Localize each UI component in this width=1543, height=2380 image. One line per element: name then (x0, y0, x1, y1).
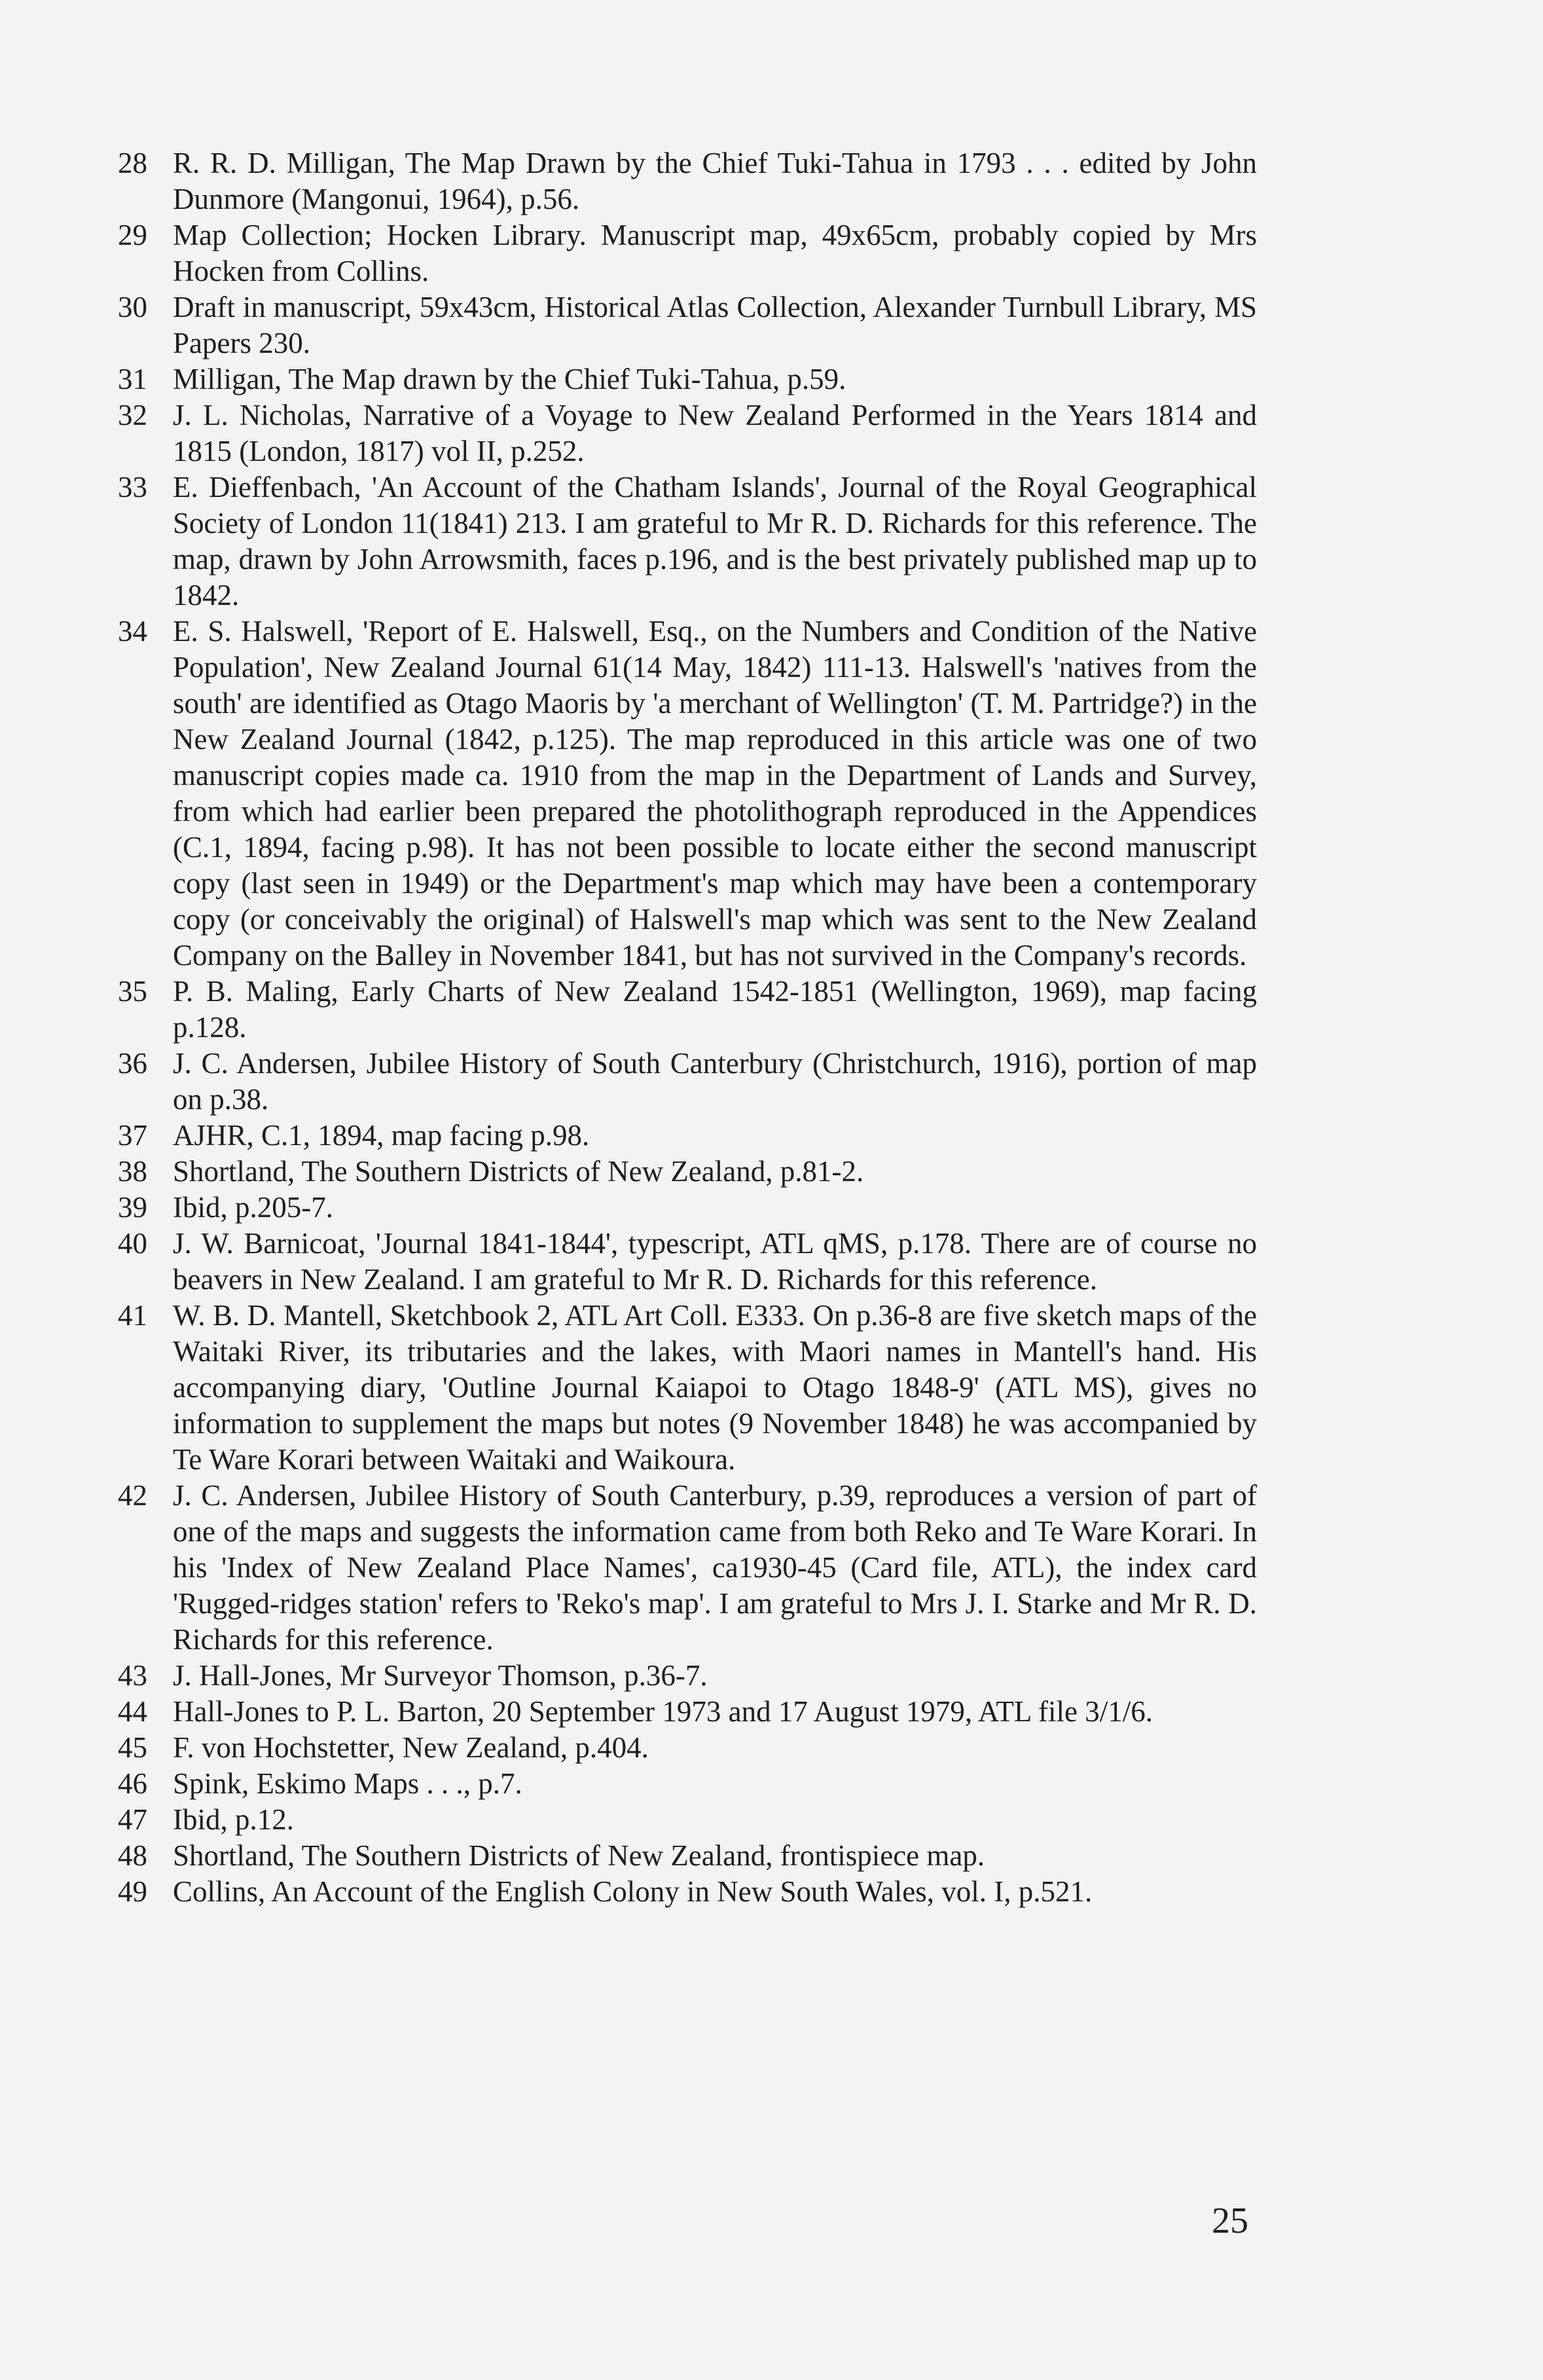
endnote-text: Map Collection; Hocken Library. Manuscript map, 49x65cm, probably copied by Mrs Hocken from Collins. (173, 219, 1257, 287)
endnotes-list (118, 145, 1257, 1910)
endnote (118, 1766, 1257, 1802)
endnote-number: 38 (118, 1155, 147, 1188)
endnote (118, 1730, 1257, 1766)
endnote-number: 39 (118, 1191, 147, 1224)
endnote-number: 29 (118, 219, 147, 251)
endnote (118, 613, 1257, 974)
endnote (118, 1118, 1257, 1154)
endnote-number: 35 (118, 975, 147, 1008)
endnote (118, 1226, 1257, 1298)
endnote-text: J. C. Andersen, Jubilee History of South Canterbury, p.39, reproduces a version of part of one of the maps and suggests the information came from both Reko and Te Ware Korari. In his 'Index of New Zealand Place Names', ca1930-45 (Card file, ATL), the index card 'Rugged-ridges station' refers to 'Reko's map'. I am grateful to Mrs J. I. Starke and Mr R. D. Richards for this reference. (173, 1479, 1257, 1656)
endnote-text: Ibid, p.12. (173, 1803, 294, 1836)
endnote-number: 43 (118, 1659, 147, 1692)
endnote (118, 289, 1257, 361)
endnote (118, 1478, 1257, 1658)
endnote-number: 33 (118, 471, 147, 503)
endnote-text: Shortland, The Southern Districts of New Zealand, frontispiece map. (173, 1839, 985, 1872)
endnote-number: 44 (118, 1695, 147, 1728)
endnote-number: 46 (118, 1767, 147, 1800)
endnote-number: 31 (118, 363, 147, 395)
page-number: 25 (1212, 2201, 1248, 2241)
endnote-text: Draft in manuscript, 59x43cm, Historical Atlas Collection, Alexander Turnbull Library, MS Papers 230. (173, 291, 1257, 359)
endnote-text: P. B. Maling, Early Charts of New Zealand 1542-1851 (Wellington, 1969), map facing p.128. (173, 975, 1257, 1044)
endnote-text: Hall-Jones to P. L. Barton, 20 September 1973 and 17 August 1979, ATL file 3/1/6. (173, 1695, 1153, 1728)
endnote (118, 469, 1257, 613)
endnote-number: 49 (118, 1875, 147, 1908)
endnote-number: 40 (118, 1227, 147, 1260)
endnote (118, 1694, 1257, 1730)
endnote-text: Ibid, p.205-7. (173, 1191, 333, 1224)
endnote-number: 36 (118, 1047, 147, 1080)
endnote-number: 28 (118, 147, 147, 179)
endnote-text: F. von Hochstetter, New Zealand, p.404. (173, 1731, 649, 1764)
endnote-number: 48 (118, 1839, 147, 1872)
endnote (118, 1658, 1257, 1694)
endnote-text: Milligan, The Map drawn by the Chief Tuki-Tahua, p.59. (173, 363, 846, 395)
endnote (118, 1154, 1257, 1190)
endnote-text: E. Dieffenbach, 'An Account of the Chatham Islands', Journal of the Royal Geographical Society of London 11(1841) 213. I am grateful to Mr R. D. Richards for this reference. The map, drawn by John Arrowsmith, faces p.196, and is the best privately published map up to 1842. (173, 471, 1257, 612)
endnote (118, 361, 1257, 397)
endnote-text: J. Hall-Jones, Mr Surveyor Thomson, p.36-7. (173, 1659, 708, 1692)
endnote-number: 41 (118, 1299, 147, 1332)
endnote-text: J. C. Andersen, Jubilee History of South Canterbury (Christchurch, 1916), portion of map on p.38. (173, 1047, 1257, 1116)
endnote-text: Spink, Eskimo Maps . . ., p.7. (173, 1767, 522, 1800)
endnote (118, 974, 1257, 1046)
endnote (118, 1046, 1257, 1118)
endnote (118, 145, 1257, 217)
endnote-number: 42 (118, 1479, 147, 1512)
endnote (118, 397, 1257, 469)
endnote-text: AJHR, C.1, 1894, map facing p.98. (173, 1119, 590, 1152)
endnote (118, 1874, 1257, 1910)
endnote (118, 1802, 1257, 1838)
endnote-text: J. W. Barnicoat, 'Journal 1841-1844', typescript, ATL qMS, p.178. There are of course no beavers in New Zealand. I am grateful to Mr R. D. Richards for this reference. (173, 1227, 1257, 1296)
endnote-text: W. B. D. Mantell, Sketchbook 2, ATL Art Coll. E333. On p.36-8 are five sketch maps of the Waitaki River, its tributaries and the lakes, with Maori names in Mantell's hand. His accompanying diary, 'Outline Journal Kaiapoi to Otago 1848-9' (ATL MS), gives no information to supplement the maps but notes (9 November 1848) he was accompanied by Te Ware Korari between Waitaki and Waikoura. (173, 1299, 1257, 1476)
endnote (118, 1298, 1257, 1478)
endnote-number: 47 (118, 1803, 147, 1836)
endnote-number: 37 (118, 1119, 147, 1152)
endnote (118, 1190, 1257, 1226)
endnote-number: 32 (118, 399, 147, 431)
endnote-number: 34 (118, 615, 147, 648)
endnote-text: R. R. D. Milligan, The Map Drawn by the Chief Tuki-Tahua in 1793 . . . edited by John Dunmore (Mangonui, 1964), p.56. (173, 147, 1257, 215)
endnote-text: J. L. Nicholas, Narrative of a Voyage to New Zealand Performed in the Years 1814 and 1815 (London, 1817) vol II, p.252. (173, 399, 1257, 467)
endnote-text: E. S. Halswell, 'Report of E. Halswell, Esq., on the Numbers and Condition of the Native Population', New Zealand Journal 61(14 May, 1842) 111-13. Halswell's 'natives from the south' are identified as Otago Maoris by 'a merchant of Wellington' (T. M. Partridge?) in the New Zealand Journal (1842, p.125). The map reproduced in this article was one of two manuscript copies made ca. 1910 from the map in the Department of Lands and Survey, from which had earlier been prepared the photolithograph reproduced in the Appendices (C.1, 1894, facing p.98). It has not been possible to locate either the second manuscript copy (last seen in 1949) or the Department's map which may have been a contemporary copy (or conceivably the original) of Halswell's map which was sent to the New Zealand Company on the Balley in November 1841, but has not survived in the Company's records. (173, 615, 1257, 972)
endnote (118, 217, 1257, 289)
endnote-number: 30 (118, 291, 147, 323)
endnote-text: Shortland, The Southern Districts of New Zealand, p.81-2. (173, 1155, 864, 1188)
endnote-text: Collins, An Account of the English Colony in New South Wales, vol. I, p.521. (173, 1875, 1093, 1908)
endnote (118, 1838, 1257, 1874)
endnote-number: 45 (118, 1731, 147, 1764)
